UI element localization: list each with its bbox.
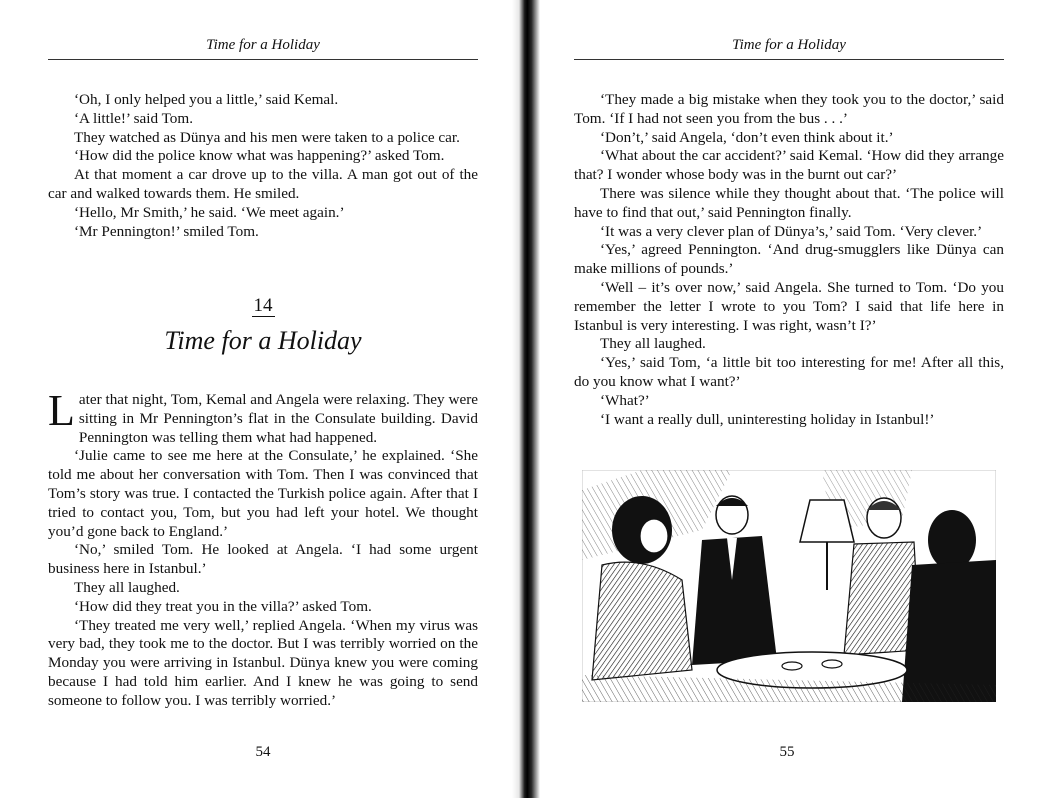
paragraph: ‘Hello, Mr Smith,’ he said. ‘We meet again.’ xyxy=(74,203,345,221)
text-block-bottom xyxy=(48,386,478,711)
chapter-number xyxy=(48,295,478,317)
left-page xyxy=(0,0,512,798)
chapter-number-text: 14 xyxy=(253,295,273,316)
header-rule xyxy=(48,59,478,60)
paragraph: ‘Oh, I only helped you a little,’ said Kemal. xyxy=(74,91,339,108)
chapter-title: Time for a Holiday xyxy=(164,326,362,355)
paragraph: ‘No,’ smiled Tom. He looked at Angela. ‘I had some urgent business here in Istanbul.’ xyxy=(48,541,478,578)
paragraph: At that moment a car drove up to the villa. A man got out of the car and walked towards them. He smiled. xyxy=(48,166,478,202)
paragraph: ‘How did they treat you in the villa?’ asked Tom. xyxy=(74,597,372,615)
paragraph: ‘Mr Pennington!’ smiled Tom. xyxy=(74,222,259,240)
paragraph: ‘A little!’ said Tom. xyxy=(74,109,194,127)
paragraph: ‘They treated me very well,’ replied Angela. ‘When my virus was very bad, they took me to the doctor. But I was terribly worried on the Monday you were arriving in Istanbul. Dünya knew you were coming because I had told him earlier. And I knew he was going to send someone to follow you. I was terribly worried.’ xyxy=(48,616,478,709)
running-head: Time for a Holiday xyxy=(732,37,846,53)
text-block-top xyxy=(48,91,478,241)
text-block xyxy=(574,91,1004,429)
opening-text: ater that night, Tom, Kemal and Angela were relaxing. They were sitting in Mr Pennington’s flat in the Consulate building. David Pennington was telling them what had happened. xyxy=(78,391,478,446)
paragraph: ‘Well – it’s over now,’ said Angela. She turned to Tom. ‘Do you remember the letter I wrote to you Tom? I said that life here in Istanbul is very interesting. I was right, wasn’t I?’ xyxy=(574,278,1004,334)
paragraph: ‘What?’ xyxy=(600,391,650,409)
book-spine xyxy=(512,0,540,798)
paragraph: They all laughed. xyxy=(600,335,706,353)
chapter-opening-paragraph xyxy=(48,386,478,447)
running-head: Time for a Holiday xyxy=(206,37,320,53)
page-number: 55 xyxy=(779,744,795,760)
paragraph: ‘Don’t,’ said Angela, ‘don’t even think about it.’ xyxy=(600,128,894,146)
paragraph: ‘What about the car accident?’ said Kemal. ‘How did they arrange that? I wonder whose body was in the burnt out car?’ xyxy=(574,147,1004,184)
paragraph: ‘How did the police know what was happening?’ asked Tom. xyxy=(74,147,445,165)
right-page xyxy=(540,0,1037,798)
paragraph: ‘Julie came to see me here at the Consulate,’ he explained. ‘She told me about her conversation with Tom. Then I was convinced that Tom’s story was true. I contacted the Turkish police again. After that I tried to contact you, Tom, but you had left your hotel. We thought you’d gone back to England.’ xyxy=(48,447,478,540)
paragraph: ‘Yes,’ agreed Pennington. ‘And drug-smugglers like Dünya can make millions of pounds.’ xyxy=(574,241,1004,278)
page-number: 54 xyxy=(255,744,271,760)
paragraph: They watched as Dünya and his men were taken to a police car. xyxy=(74,128,460,146)
paragraph: ‘Yes,’ said Tom, ‘a little bit too interesting for me! After all this, do you know what I want?’ xyxy=(574,354,1004,390)
illustration-sketch xyxy=(582,470,996,702)
paragraph: There was silence while they thought about that. ‘The police will have to find that out,’ said Pennington finally. xyxy=(574,184,1004,221)
paragraph: ‘I want a really dull, uninteresting holiday in Istanbul!’ xyxy=(600,410,935,428)
drop-cap: L xyxy=(48,386,75,435)
header-rule xyxy=(574,59,1004,60)
paragraph: They all laughed. xyxy=(74,578,180,596)
paragraph: ‘It was a very clever plan of Dünya’s,’ said Tom. ‘Very clever.’ xyxy=(600,222,983,240)
paragraph: ‘They made a big mistake when they took you to the doctor,’ said Tom. ‘If I had not seen you from the bus . . .’ xyxy=(574,91,1004,127)
